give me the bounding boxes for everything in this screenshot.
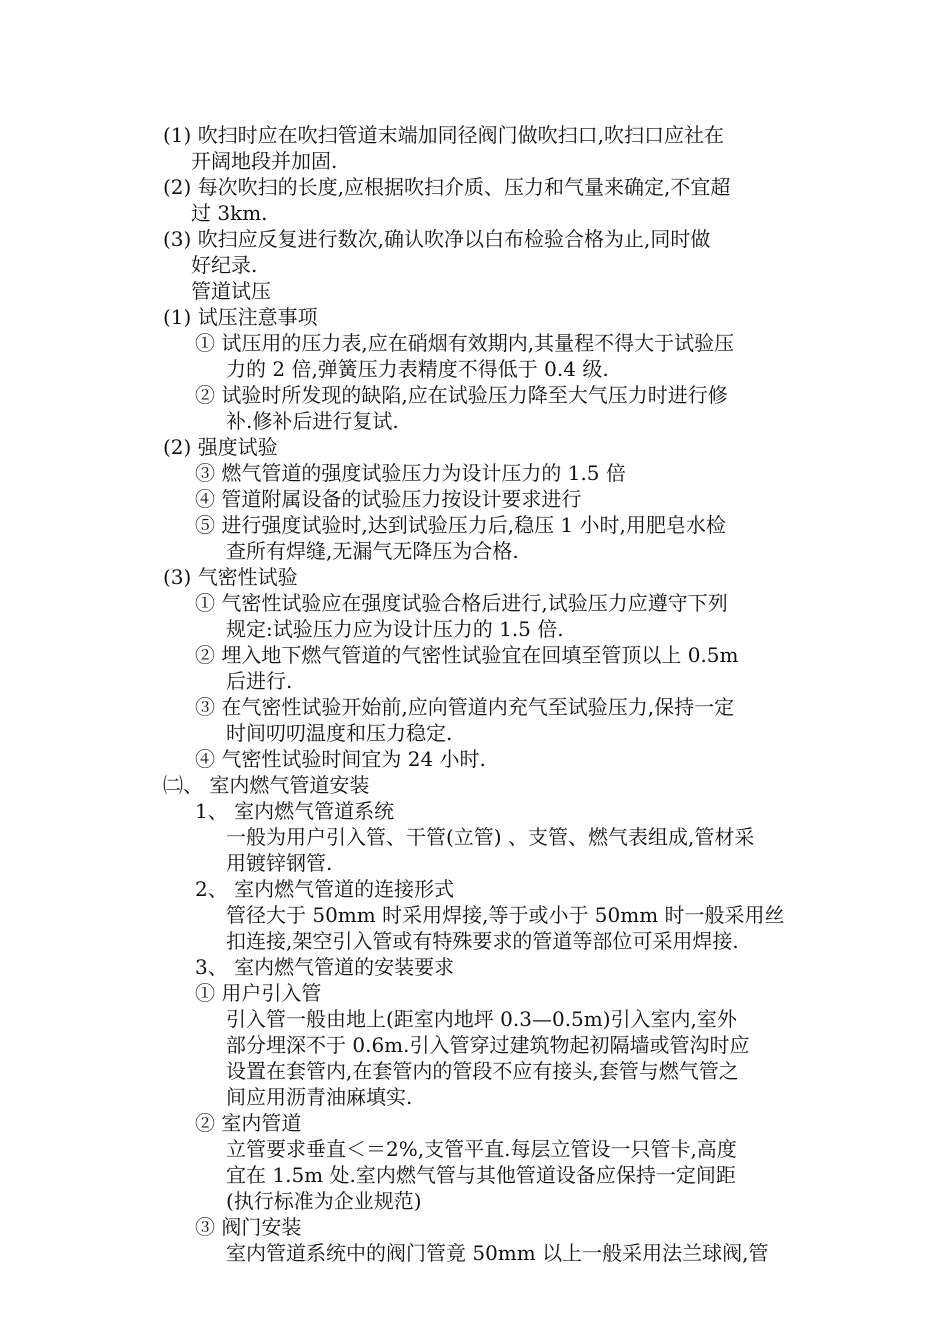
text-line: 1、 室内燃气管道系统 <box>195 799 395 823</box>
text-line: (3) 气密性试验 <box>163 565 298 589</box>
text-line: 引入管一般由地上(距室内地坪 0.3—0.5m)引入室内,室外 <box>226 1007 737 1031</box>
text-line: 查所有焊缝,无漏气无降压为合格. <box>226 539 519 563</box>
text-line: ⑤ 进行强度试验时,达到试验压力后,稳压 1 小时,用肥皂水检 <box>195 513 726 537</box>
text-line: (2) 强度试验 <box>163 435 278 459</box>
text-line: ③ 在气密性试验开始前,应向管道内充气至试验压力,保持一定 <box>195 695 735 719</box>
text-line: ① 试压用的压力表,应在硝烟有效期内,其量程不得大于试验压 <box>195 331 735 355</box>
text-line: (1) 吹扫时应在吹扫管道末端加同径阀门做吹扫口,吹扫口应社在 <box>163 123 725 147</box>
section-heading: ㈡、 室内燃气管道安装 <box>163 773 370 797</box>
text-line: ① 用户引入管 <box>195 981 322 1005</box>
text-line: ① 气密性试验应在强度试验合格后进行,试验压力应遵守下列 <box>195 591 728 615</box>
text-line: 室内管道系统中的阀门管竟 50mm 以上一般采用法兰球阀,管 <box>226 1241 769 1265</box>
text-line: 部分埋深不于 0.6m.引入管穿过建筑物起初隔墙或管沟时应 <box>226 1033 750 1057</box>
text-line: (3) 吹扫应反复进行数次,确认吹净以白布检验合格为止,同时做 <box>163 227 711 251</box>
text-line: (执行标准为企业规范) <box>226 1189 422 1213</box>
text-line: 设置在套管内,在套管内的管段不应有接头,套管与燃气管之 <box>226 1059 739 1083</box>
text-line: 立管要求垂直＜＝2%,支管平直.每层立管设一只管卡,高度 <box>226 1137 737 1161</box>
text-line: 好纪录. <box>191 253 258 277</box>
text-line: ④ 管道附属设备的试验压力按设计要求进行 <box>195 487 582 511</box>
text-line: 管径大于 50mm 时采用焊接,等于或小于 50mm 时一般采用丝 <box>226 903 785 927</box>
text-line: ② 埋入地下燃气管道的气密性试验宜在回填至管顶以上 0.5m <box>195 643 739 667</box>
text-line: 宜在 1.5m 处.室内燃气管与其他管道设备应保持一定间距 <box>226 1163 736 1187</box>
text-line: 间应用沥青油麻填实. <box>226 1085 413 1109</box>
text-line: ④ 气密性试验时间宜为 24 小时. <box>195 747 486 771</box>
text-line: ③ 燃气管道的强度试验压力为设计压力的 1.5 倍 <box>195 461 626 485</box>
text-line: (2) 每次吹扫的长度,应根据吹扫介质、压力和气量来确定,不宜超 <box>163 175 731 199</box>
text-line: ③ 阀门安装 <box>195 1215 302 1239</box>
text-line: 补.修补后进行复试. <box>226 409 399 433</box>
text-line: 扣连接,架空引入管或有特殊要求的管道等部位可采用焊接. <box>226 929 739 953</box>
text-line: 用镀锌钢管. <box>226 851 333 875</box>
section-heading: 管道试压 <box>191 279 271 303</box>
text-line: 后进行. <box>226 669 293 693</box>
text-line: (1) 试压注意事项 <box>163 305 318 329</box>
text-line: ② 室内管道 <box>195 1111 302 1135</box>
text-line: 时间叨叨温度和压力稳定. <box>226 721 453 745</box>
text-line: 规定:试验压力应为设计压力的 1.5 倍. <box>226 617 564 641</box>
text-line: 3、 室内燃气管道的安装要求 <box>195 955 455 979</box>
text-line: ② 试验时所发现的缺陷,应在试验压力降至大气压力时进行修 <box>195 383 728 407</box>
text-line: 力的 2 倍,弹簧压力表精度不得低于 0.4 级. <box>226 357 609 381</box>
text-line: 开阔地段并加固. <box>191 149 338 173</box>
text-line: 过 3km. <box>191 201 268 225</box>
text-line: 一般为用户引入管、干管(立管) 、支管、燃气表组成,管材采 <box>226 825 755 849</box>
text-line: 2、 室内燃气管道的连接形式 <box>195 877 455 901</box>
